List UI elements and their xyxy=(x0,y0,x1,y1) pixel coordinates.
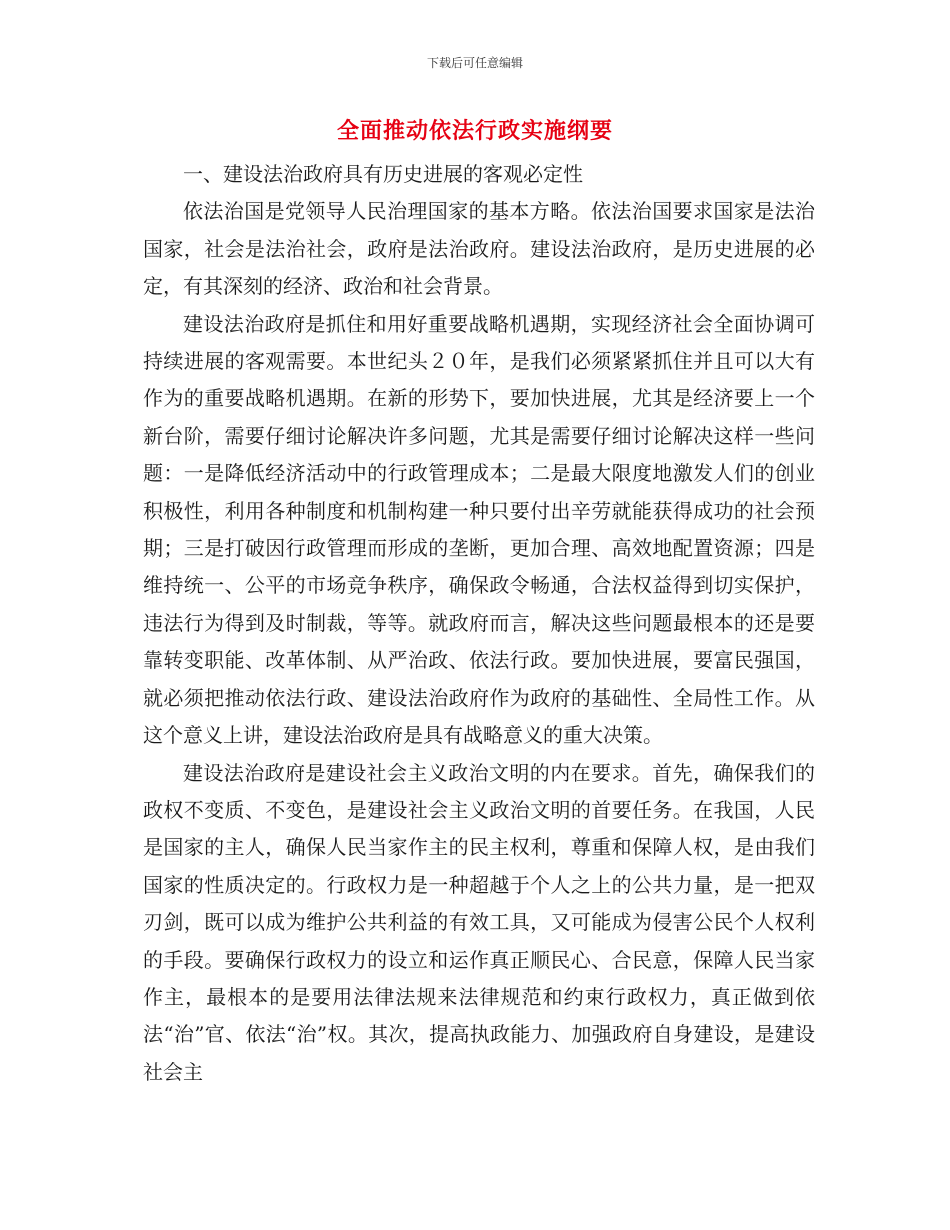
paragraph-2: 建设法治政府是抓住和用好重要战略机遇期，实现经济社会全面协调可持续进展的客观需要。本世纪头２０年，是我们必须紧紧抓住并且可以大有作为的重要战略机遇期。在新的形势下，要加快进展，尤其是经济要上一个新台阶，需要仔细讨论解决许多问题，尤其是需要仔细讨论解决这样一些问题：一是降低经济活动中的行政管理成本；二是最大限度地激发人们的创业积极性，利用各种制度和机制构建一种只要付出辛劳就能获得成功的社会预期；三是打破因行政管理而形成的垄断，更加合理、高效地配置资源；四是维持统一、公平的市场竞争秩序，确保政令畅通，合法权益得到切实保护，违法行为得到及时制裁，等等。就政府而言，解决这些问题最根本的还是要靠转变职能、改革体制、从严治政、依法行政。要加快进展，要富民强国，就必须把推动依法行政、建设法治政府作为政府的基础性、全局性工作。从这个意义上讲，建设法治政府是具有战略意义的重大决策。 xyxy=(143,311,815,748)
document-body xyxy=(143,156,815,1091)
paragraph-1: 依法治国是党领导人民治理国家的基本方略。依法治国要求国家是法治国家，社会是法治社会，政府是法治政府。建设法治政府，是历史进展的必定，有其深刻的经济、政治和社会背景。 xyxy=(143,199,815,299)
document-title: 全面推动依法行政实施纲要 xyxy=(336,118,613,144)
header-note: 下载后可任意编辑 xyxy=(426,56,523,70)
section-heading: 一、建设法治政府具有历史进展的客观必定性 xyxy=(183,162,583,186)
paragraph-3: 建设法治政府是建设社会主义政治文明的内在要求。首先，确保我们的政权不变质、不变色，是建设社会主义政治文明的首要任务。在我国，人民是国家的主人，确保人民当家作主的民主权利，尊重和保障人权，是由我们国家的性质决定的。行政权力是一种超越于个人之上的公共力量，是一把双刃剑，既可以成为维护公共利益的有效工具，又可能成为侵害公民个人权利的手段。要确保行政权力的设立和运作真正顺民心、合民意，保障人民当家作主，最根本的是要用法律法规来法律规范和约束行政权力，真正做到依法“治”官、依法“治”权。其次，提高执政能力、加强政府自身建设，是建设社会主 xyxy=(143,760,815,1084)
